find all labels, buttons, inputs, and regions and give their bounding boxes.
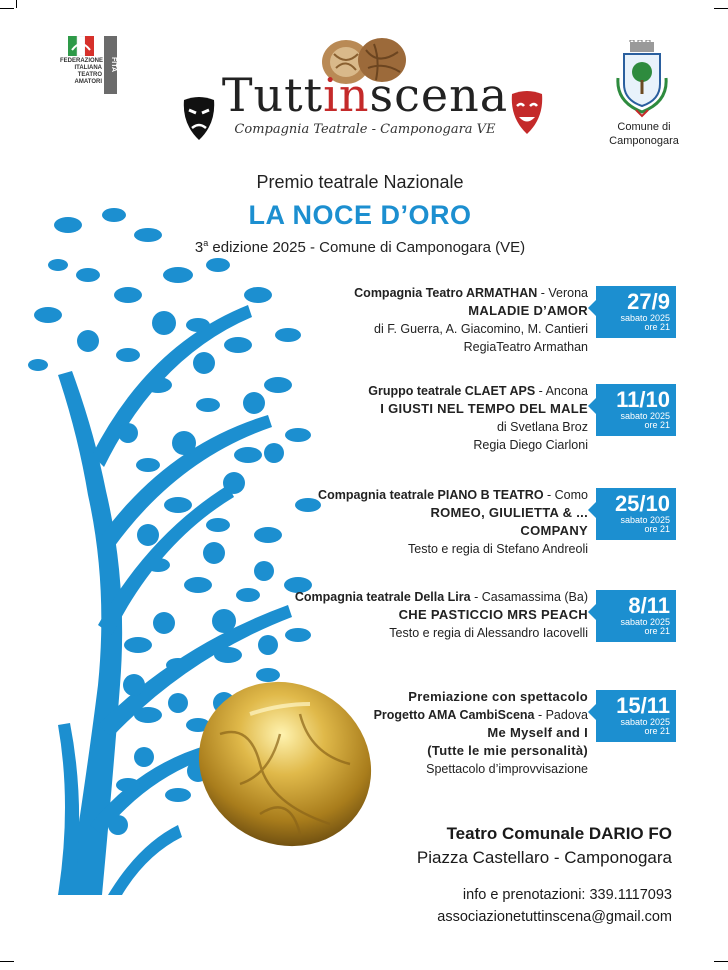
event-title: MALADIE D’AMOR bbox=[468, 303, 588, 318]
event-5-date: 15/11 sabato 2025 ore 21 bbox=[596, 690, 676, 742]
venue-block bbox=[380, 822, 672, 870]
golden-walnut-icon bbox=[190, 674, 380, 854]
event-3-date: 25/10 sabato 2025 ore 21 bbox=[596, 488, 676, 540]
fita-logo bbox=[60, 36, 120, 98]
contact-email[interactable]: associazionetuttinscena@gmail.com bbox=[437, 909, 672, 925]
brand-logo bbox=[180, 70, 550, 150]
event-title: ROMEO, GIULIETTA & ... bbox=[430, 505, 588, 520]
event-2: Gruppo teatrale CLAET APS - Ancona I GIUSTI NEL TEMPO DEL MALE di Svetlana Broz Regia Diego Ciarloni bbox=[368, 384, 588, 452]
comedy-mask-icon bbox=[508, 90, 546, 136]
crop-mark bbox=[714, 8, 728, 9]
tragedy-mask-icon bbox=[180, 96, 218, 142]
event-1: Compagnia Teatro ARMATHAN - Verona MALADIE D’AMOR di F. Guerra, A. Giacomino, M. Cantieri RegiaTeatro Armathan bbox=[354, 286, 588, 354]
brand-subtitle: Compagnia Teatrale - Camponogara VE bbox=[234, 122, 496, 137]
event-2-date: 11/10 sabato 2025 ore 21 bbox=[596, 384, 676, 436]
crop-mark bbox=[0, 961, 14, 962]
premio-heading: Premio teatrale Nazionale bbox=[256, 172, 464, 192]
event-title: CHE PASTICCIO MRS PEACH bbox=[398, 607, 588, 622]
event-1-date: 27/9 sabato 2025 ore 21 bbox=[596, 286, 676, 338]
venue-address: Piazza Castellaro - Camponogara bbox=[416, 848, 672, 867]
contact-block bbox=[380, 884, 672, 928]
event-4: Compagnia teatrale Della Lira - Casamassima (Ba) CHE PASTICCIO MRS PEACH Testo e regia di Alessandro Iacovelli bbox=[294, 590, 588, 640]
crop-mark bbox=[714, 961, 728, 962]
edition-line: 3$^a$ edizione 2025 - Comune di Camponogara (VE) bbox=[194, 238, 526, 256]
event-5: Premiazione con spettacolo Progetto AMA CambiScena - Padova Me Myself and I (Tutte le mie personalità) Spettacolo d’improvvisazione bbox=[373, 689, 588, 776]
event-4-date: 8/11 sabato 2025 ore 21 bbox=[596, 590, 676, 642]
fita-label: FEDERAZIONE ITALIANA TEATRO AMATORI bbox=[60, 58, 104, 85]
fita-bar: FITA bbox=[104, 36, 117, 94]
event-title: Me Myself and I bbox=[487, 725, 588, 740]
event-3: Compagnia teatrale PIANO B TEATRO - Como ROMEO, GIULIETTA & ... COMPANY Testo e regia di Stefano Andreoli bbox=[318, 488, 588, 556]
crop-mark bbox=[0, 8, 14, 9]
comune-crest-icon bbox=[612, 40, 672, 118]
venue-name: Teatro Comunale DARIO FO bbox=[446, 824, 672, 843]
fita-flag-icon bbox=[68, 36, 94, 56]
comune-label: Comune di Camponogara bbox=[609, 121, 679, 147]
event-title: I GIUSTI NEL TEMPO DEL MALE bbox=[380, 401, 588, 416]
brand-name: Tuttinscena bbox=[221, 68, 509, 122]
contact-phone: info e prenotazioni: 339.1117093 bbox=[462, 887, 672, 903]
page-title: LA NOCE D’ORO bbox=[248, 200, 472, 230]
crop-mark bbox=[16, 0, 17, 8]
